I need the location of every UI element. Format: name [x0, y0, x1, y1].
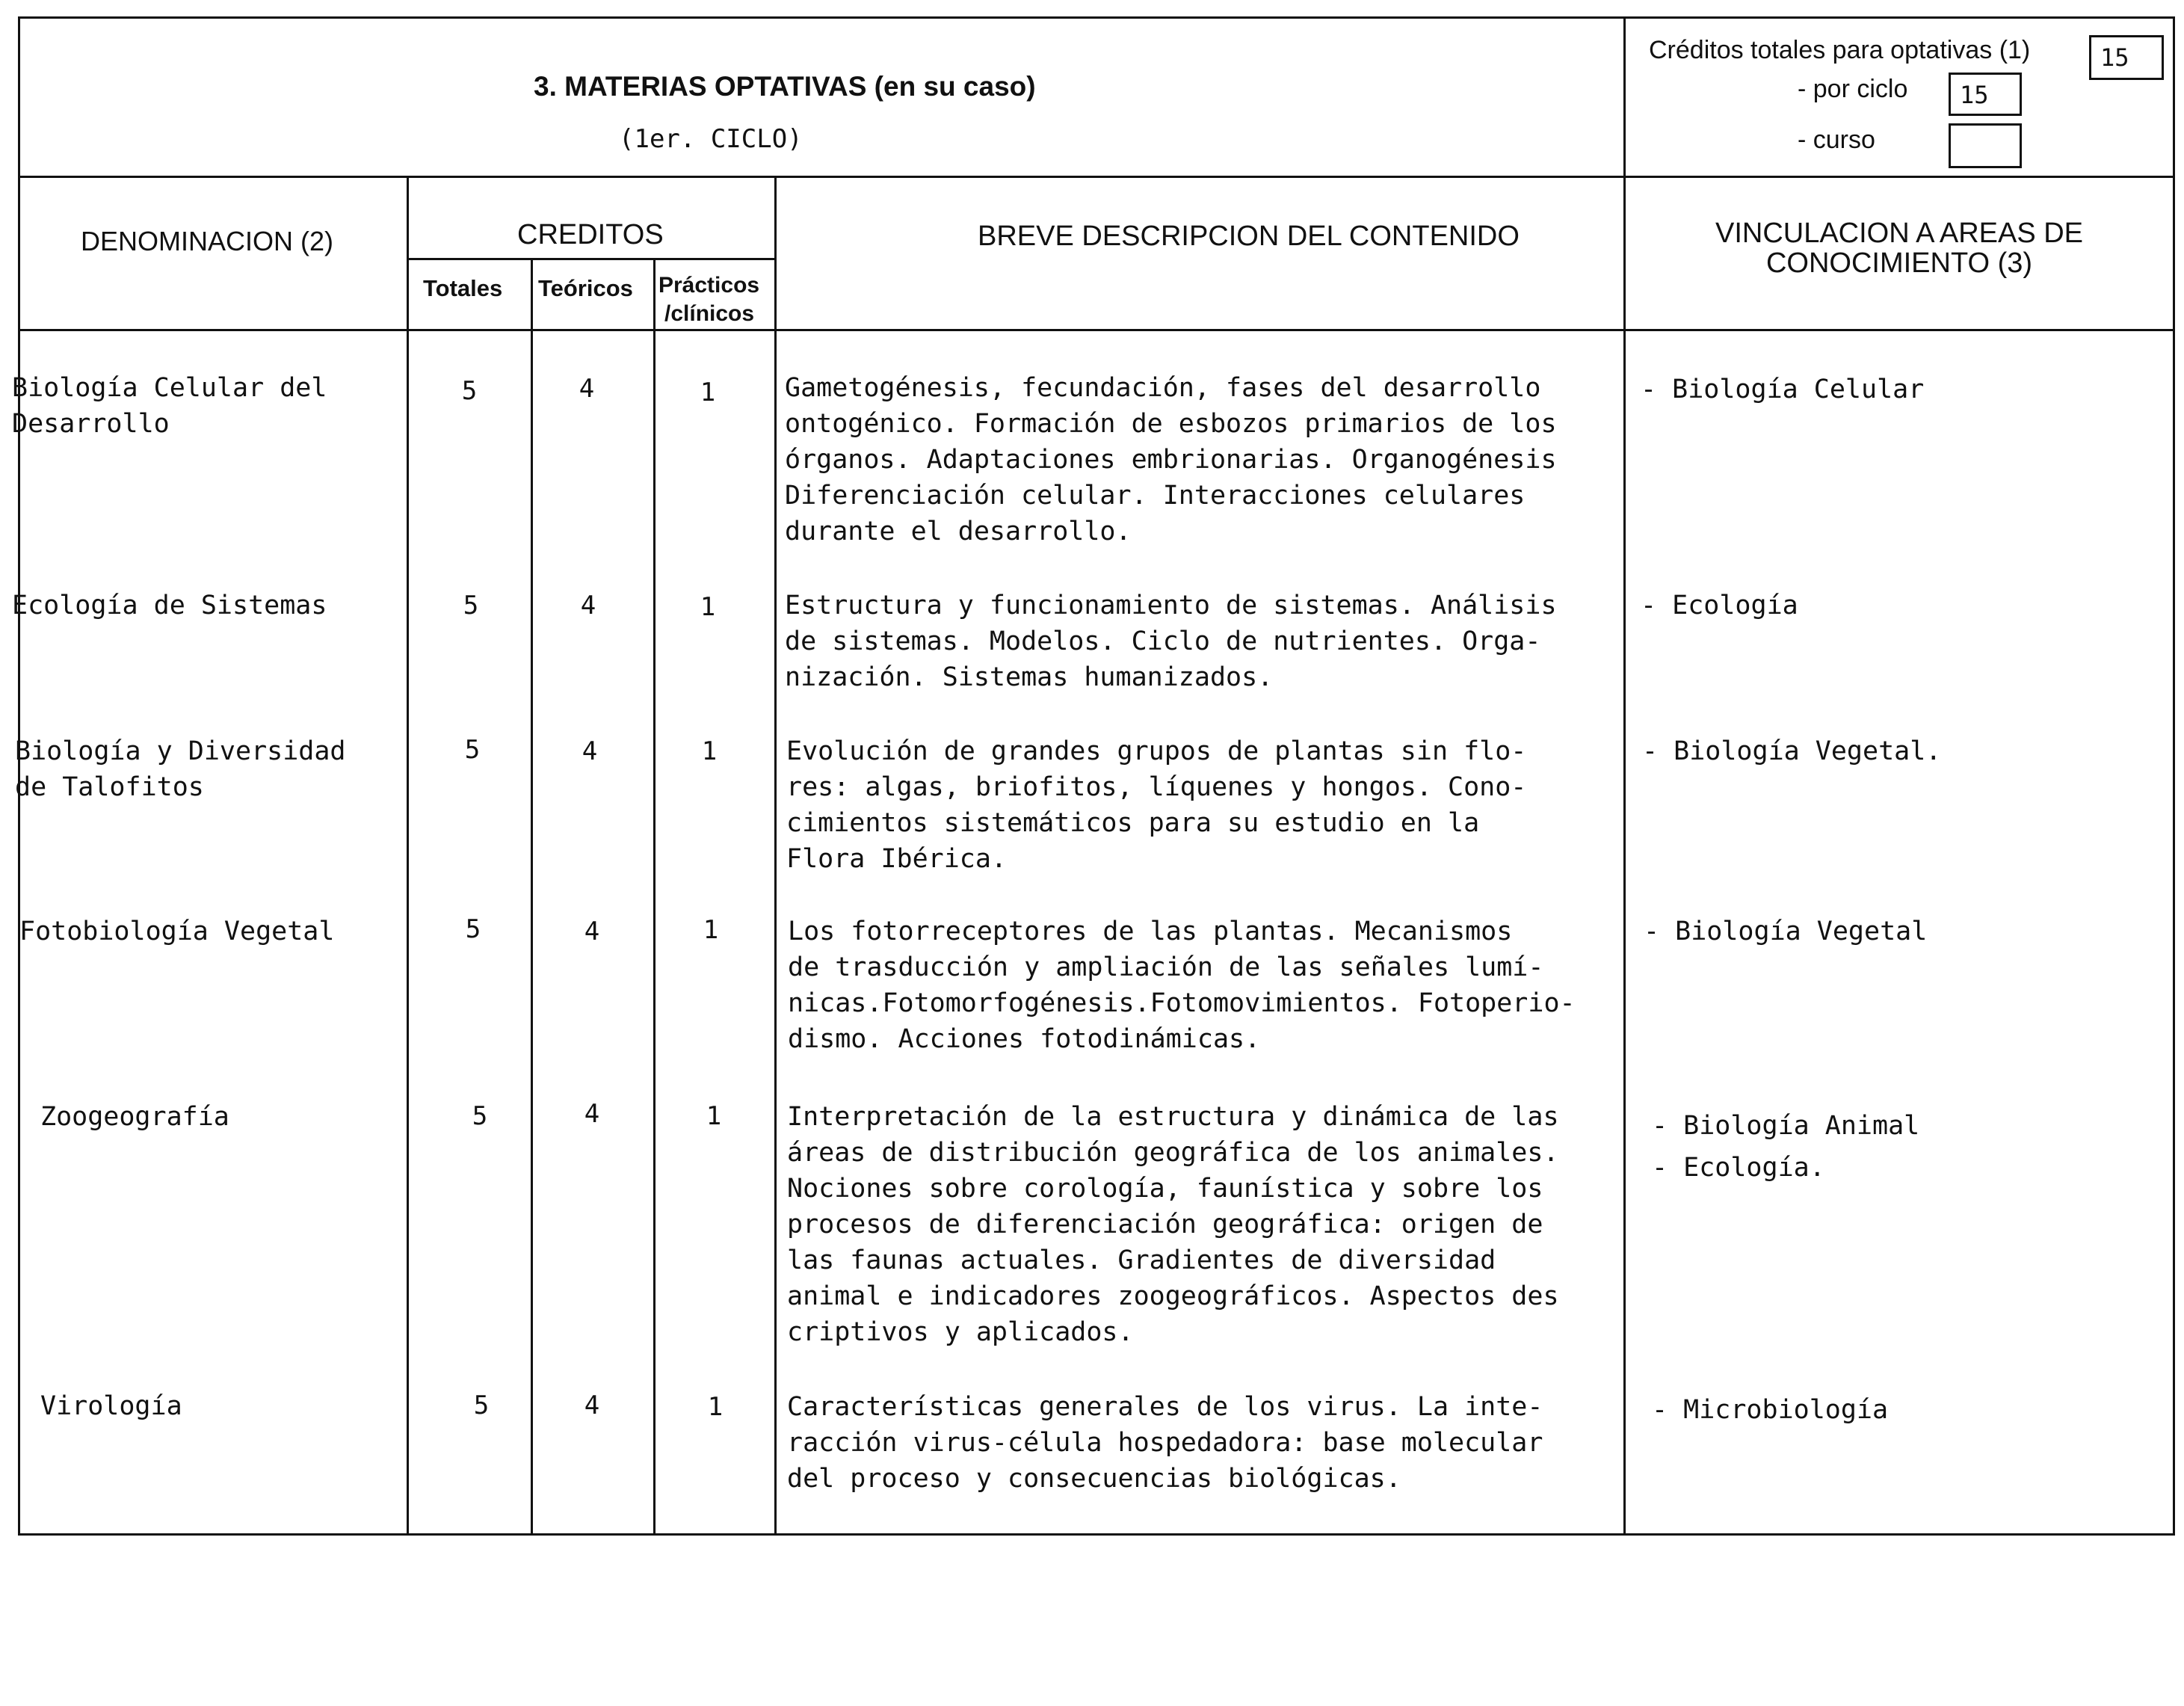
- row-practicos: 1: [700, 592, 716, 622]
- descripcion-header: BREVE DESCRIPCION DEL CONTENIDO: [978, 221, 1520, 252]
- course-label: - curso: [1798, 126, 1875, 154]
- row-teoricos: 4: [584, 1391, 600, 1420]
- cycle-subtitle: (1er. CICLO): [619, 124, 803, 154]
- row-totales: 5: [463, 591, 479, 620]
- row-name: Fotobiología Vegetal: [19, 917, 335, 946]
- row-teoricos: 4: [579, 374, 595, 404]
- row-name: Zoogeografía: [40, 1102, 229, 1132]
- row-totales: 5: [464, 735, 481, 765]
- vinculacion-header-line2: CONOCIMIENTO (3): [1765, 247, 2033, 279]
- row-description: Evolución de grandes grupos de plantas sin flo- res: algas, briofitos, líquenes y hongos. Cono- cimientos sistemáticos para su estudio en la Flora Ibérica.: [786, 736, 1527, 874]
- row-description: Los fotorreceptores de las plantas. Mecanismos de trasducción y ampliación de las señales lumí- nicas.Fotomorfogénesis.Fotomovimientos. Fotoperio- dismo. Acciones fotodinámicas.: [788, 917, 1576, 1054]
- credits-total-box: 15: [2089, 35, 2164, 80]
- row-totales: 5: [473, 1391, 490, 1420]
- row-practicos: 1: [700, 378, 716, 407]
- row-area: - Biología Vegetal.: [1642, 736, 1942, 766]
- row-description: Características generales de los virus. La inte- racción virus-célula hospedadora: base molecular del proceso y consecuencias biológicas.: [787, 1392, 1543, 1494]
- course-box: [1949, 123, 2022, 168]
- row-name: Biología Celular del Desarrollo: [12, 373, 327, 439]
- row-practicos: 1: [701, 736, 718, 766]
- row-practicos: 1: [706, 1101, 722, 1131]
- row-description: Gametogénesis, fecundación, fases del desarrollo ontogénico. Formación de esbozos primarios de los órganos. Adaptaciones embrionarias. Organogénesis Diferenciación celular. Interacciones celulares durante el desarrollo.: [785, 373, 1557, 546]
- row-teoricos: 4: [580, 591, 596, 620]
- column-header-divider: [18, 329, 2175, 331]
- column-divider: [531, 258, 533, 1536]
- row-totales: 5: [461, 376, 478, 406]
- vinculacion-header-line1: VINCULACION A AREAS DE: [1715, 218, 2084, 249]
- row-area: - Biología Celular: [1641, 375, 1925, 404]
- column-divider: [653, 258, 655, 1536]
- row-area: - Ecología: [1641, 591, 1798, 620]
- creditos-subdivider: [407, 258, 774, 260]
- per-cycle-label: - por ciclo: [1798, 75, 1908, 103]
- row-totales: 5: [472, 1101, 488, 1131]
- totales-header: Totales: [423, 275, 503, 301]
- row-name: Virología: [40, 1391, 182, 1421]
- row-area: - Microbiología: [1652, 1395, 1889, 1425]
- row-area: - Biología Animal - Ecología.: [1652, 1111, 1920, 1183]
- row-name: Ecología de Sistemas: [12, 591, 327, 620]
- row-description: Estructura y funcionamiento de sistemas. Análisis de sistemas. Modelos. Ciclo de nutrientes. Orga- nización. Sistemas humanizados.: [785, 591, 1557, 692]
- row-name: Biología y Diversidad de Talofitos: [15, 736, 346, 802]
- practicos-header: Prácticos: [658, 273, 760, 298]
- row-teoricos: 4: [582, 736, 598, 766]
- header-divider: [18, 176, 2175, 178]
- clinicos-header: /clínicos: [664, 301, 755, 326]
- section-title: 3. MATERIAS OPTATIVAS (en su caso): [534, 71, 1036, 102]
- teoricos-header: Teóricos: [538, 275, 633, 301]
- per-cycle-box: 15: [1949, 73, 2022, 116]
- vinculacion-header: [1623, 218, 2175, 278]
- column-divider: [407, 176, 409, 1536]
- row-teoricos: 4: [584, 917, 600, 946]
- row-description: Interpretación de la estructura y dinámica de las áreas de distribución geográfica de los animales. Nociones sobre corología, faunística y sobre los procesos de diferenciación geográfica: origen de las faunas actuales. Gradientes de diversidad animal e indicadores zoogeográficos. Aspectos des criptivos y aplicados.: [787, 1102, 1559, 1347]
- column-divider: [774, 176, 777, 1536]
- row-area: - Biología Vegetal: [1644, 917, 1928, 946]
- row-totales: 5: [465, 914, 481, 944]
- denominacion-header: DENOMINACION (2): [81, 226, 334, 256]
- creditos-header: CREDITOS: [517, 219, 664, 250]
- row-practicos: 1: [707, 1392, 724, 1422]
- row-teoricos: 4: [584, 1099, 600, 1129]
- credits-total-label: Créditos totales para optativas (1): [1649, 36, 2031, 64]
- row-practicos: 1: [703, 915, 719, 945]
